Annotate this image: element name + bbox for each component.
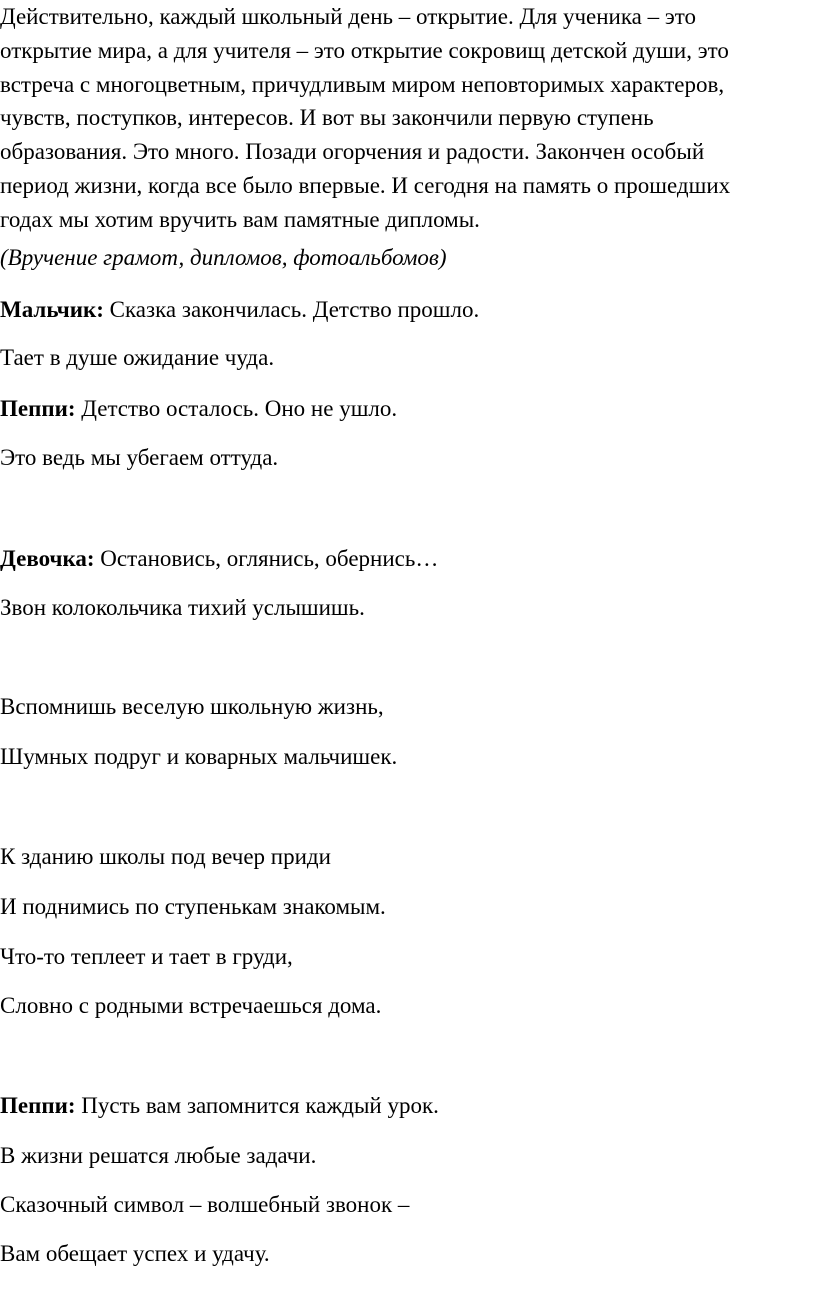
dialogue-line — [0, 992, 381, 1020]
line-text: Пусть вам запомнится каждый урок. — [75, 1093, 439, 1118]
line-text: Звон колокольчика тихий услышишь. — [0, 595, 365, 620]
speaker-name: Мальчик: — [0, 297, 104, 322]
line-text: Вспомнишь веселую школьную жизнь, — [0, 694, 384, 719]
line-text: Шумных подруг и коварных мальчишек. — [0, 744, 398, 769]
dialogue-line — [0, 1142, 316, 1170]
line-text: К зданию школы под вечер приди — [0, 844, 331, 869]
dialogue-line — [0, 1191, 409, 1219]
line-text: Сказка закончилась. Детство прошло. — [103, 297, 480, 322]
dialogue-line — [0, 296, 479, 324]
dialogue-line — [0, 395, 397, 423]
speaker-name: Пеппи: — [0, 1093, 76, 1118]
line-text: Детство осталось. Оно не ушло. — [75, 396, 398, 421]
line-text: Что-то теплеет и тает в груди, — [0, 944, 293, 969]
dialogue-line — [0, 693, 384, 721]
line-text: Тает в душе ожидание чуда. — [0, 345, 275, 370]
dialogue-line — [0, 943, 293, 971]
speaker-name: Пеппи: — [0, 396, 76, 421]
dialogue-line — [0, 1240, 270, 1268]
intro-line: образования. Это много. Позади огорчения и радости. Закончен особый — [0, 139, 705, 165]
line-text: Сказочный символ – волшебный звонок – — [0, 1192, 410, 1217]
intro-line: Действительно, каждый школьный день – открытие. Для ученика – это — [0, 4, 696, 29]
dialogue-line — [0, 594, 365, 622]
intro-line: период жизни, когда все было впервые. И сегодня на память о прошедших — [0, 172, 731, 198]
line-text: В жизни решатся любые задачи. — [0, 1143, 317, 1168]
dialogue-line — [0, 843, 331, 871]
line-text: Словно с родными встречаешься дома. — [0, 993, 382, 1018]
intro-line: чувств, поступков, интересов. И вот вы закончили первую ступень — [0, 105, 654, 131]
stage-direction: (Вручение грамот, дипломов, фотоальбомов) — [0, 245, 447, 270]
intro-paragraph — [0, 0, 812, 237]
line-text: Остановись, оглянись, обернись… — [94, 546, 439, 571]
dialogue-line — [0, 344, 274, 372]
line-text: Это ведь мы убегаем оттуда. — [0, 445, 279, 470]
intro-line: открытие мира, а для учителя – это открытие сокровищ детской души, это — [0, 37, 729, 63]
dialogue-line — [0, 444, 278, 472]
line-text: Вам обещает успех и удачу. — [0, 1241, 270, 1266]
dialogue-line — [0, 893, 386, 921]
dialogue-line — [0, 743, 397, 771]
intro-line: годах мы хотим вручить вам памятные дипломы. — [0, 206, 480, 232]
dialogue-line — [0, 1092, 439, 1120]
line-text: И поднимись по ступенькам знакомым. — [0, 894, 386, 919]
dialogue-line — [0, 545, 438, 573]
speaker-name: Девочка: — [0, 546, 95, 571]
intro-line: встреча с многоцветным, причудливым миром неповторимых характеров, — [0, 71, 725, 97]
